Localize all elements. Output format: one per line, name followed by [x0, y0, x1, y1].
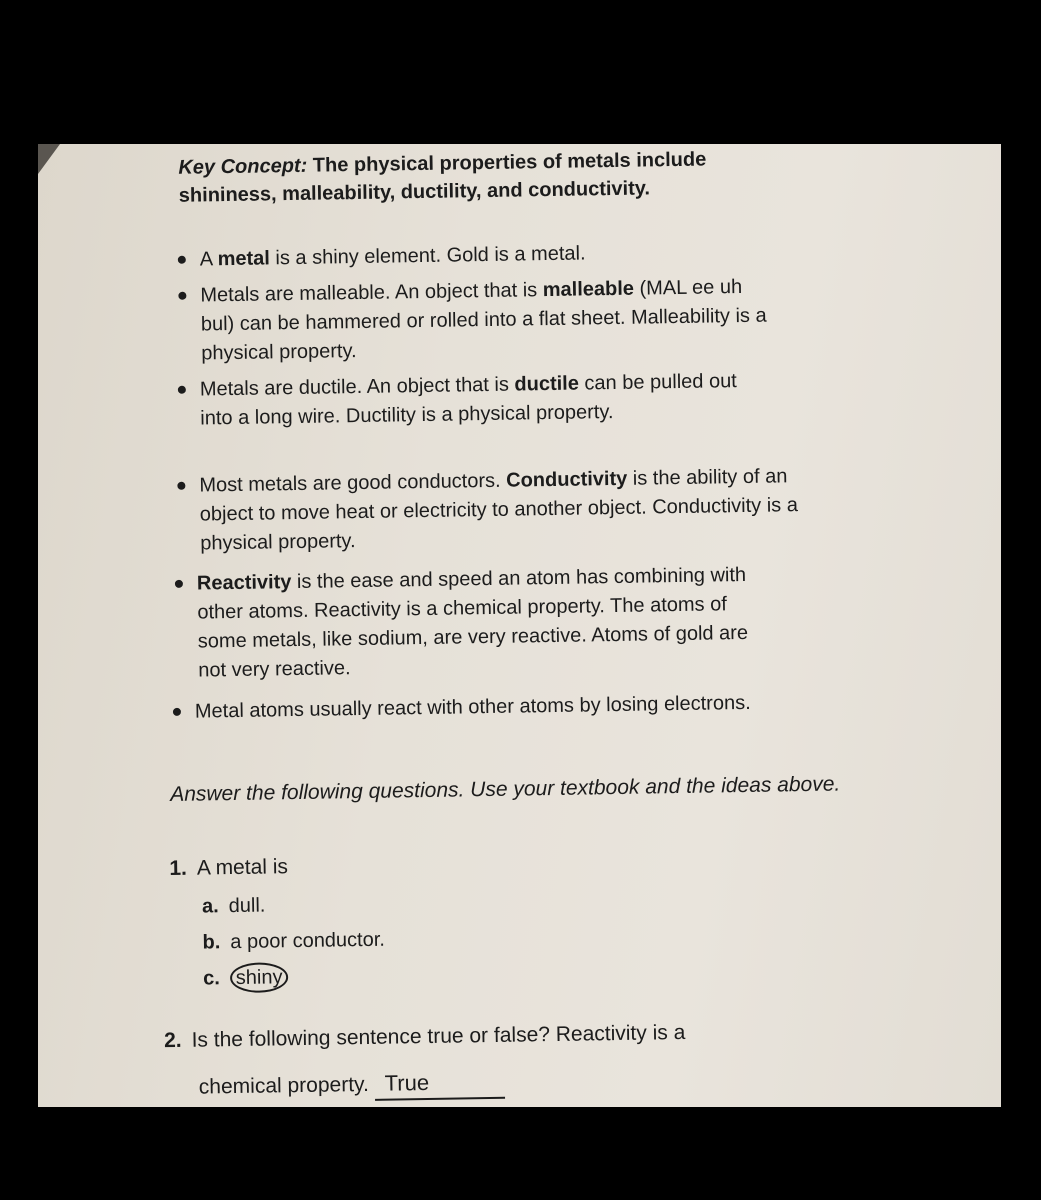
bullet-dot: [175, 580, 183, 588]
key-concept: [178, 145, 739, 210]
option-a: a. dull.: [201, 894, 266, 918]
question-2-line-2: [199, 1067, 505, 1104]
question-1-text: A metal is: [196, 855, 289, 880]
bullet-dot: [173, 708, 181, 716]
question-1: [169, 852, 288, 884]
bullet-ductile: Metals are ductile. An object that is ductile can be pulled out into a long wire. Ductility is a physical property.: [200, 367, 746, 434]
option-c: c. shiny: [203, 962, 289, 993]
bullet-reactivity: Reactivity is the ease and speed an atom has combining with other atoms. Reactivity is a chemical property. The atoms of some metals, like sodium, are very reactive. Atoms of gold are not very reactive.: [197, 560, 779, 685]
circled-answer: shiny: [230, 962, 289, 993]
bullet-dot: [178, 292, 186, 300]
option-b: b. a poor conductor.: [202, 928, 386, 954]
question-2-number: 2.: [163, 1028, 182, 1053]
key-concept-text: The physical properties of metals include shininess, malleability, ductility, and conductivity.: [178, 148, 707, 207]
bullet-metal: A metal is a shiny element. Gold is a metal.: [200, 236, 800, 274]
bullet-dot: [177, 482, 185, 490]
worksheet-content: [38, 144, 1001, 1107]
bullet-dot: [178, 386, 186, 394]
worksheet-page: [38, 144, 1001, 1107]
answer-blank: True: [374, 1067, 504, 1101]
bullet-electrons: Metal atoms usually react with other atoms by losing electrons.: [195, 688, 785, 726]
bullet-malleable: Metals are malleable. An object that is malleable (MAL ee uh bul) can be hammered or rolled into a flat sheet. Malleability is a physical property.: [200, 273, 771, 369]
bullet-dot: [178, 256, 186, 264]
bullet-conductivity: Most metals are good conductors. Conductivity is the ability of an object to move heat or electricity to another object. Conductivity is a physical property.: [199, 462, 800, 558]
question-2-text-2: chemical property.: [198, 1072, 370, 1099]
question-2: [164, 1018, 686, 1056]
instructions: Answer the following questions. Use your textbook and the ideas above.: [170, 772, 841, 807]
question-2-text: Is the following sentence true or false? Reactivity is a: [191, 1020, 686, 1052]
question-1-number: 1.: [169, 856, 188, 881]
key-concept-label: Key Concept:: [178, 154, 308, 179]
